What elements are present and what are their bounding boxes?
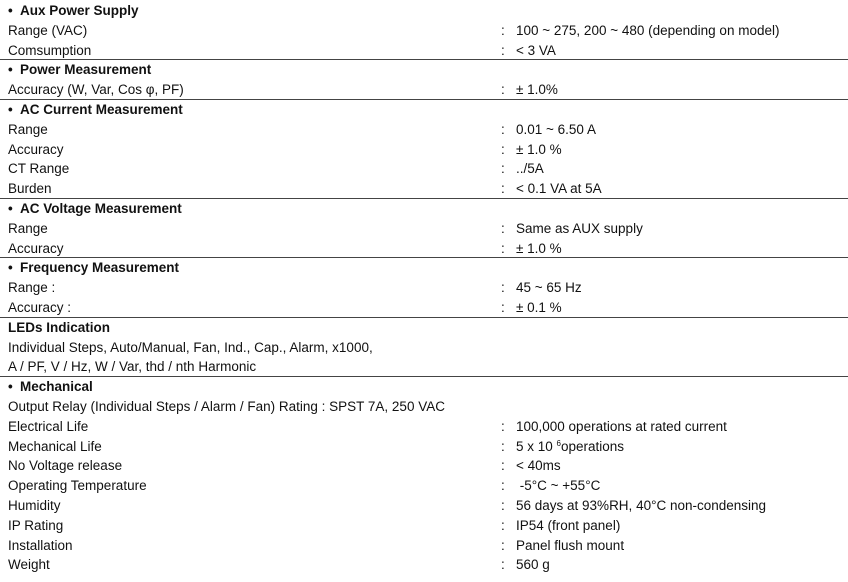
spec-row-power-accuracy [0, 80, 848, 100]
bullet-icon: • [8, 101, 13, 117]
bullet-icon: • [8, 3, 13, 18]
spec-label: Accuracy [8, 240, 64, 256]
spec-value: 100 ~ 275, 200 ~ 480 (depending on model) [516, 22, 780, 38]
spec-value: Panel flush mount [516, 537, 625, 553]
spec-value: ± 1.0 % [516, 141, 562, 157]
heading-text: Frequency Measurement [20, 260, 180, 276]
spec-label: Burden [8, 181, 52, 197]
spec-value: 0.01 ~ 6.50 A [516, 121, 596, 137]
spec-label: Installation [8, 537, 73, 553]
heading-text: Aux Power Supply [20, 3, 139, 18]
colon-separator: : [501, 517, 505, 533]
spec-value: ± 1.0 % [516, 240, 562, 256]
spec-label: IP Rating [8, 517, 64, 533]
bullet-icon: • [8, 200, 13, 216]
spec-value: < 40ms [516, 458, 561, 474]
spec-value: 560 g [516, 557, 550, 573]
spec-value: < 0.1 VA at 5A [516, 181, 602, 197]
heading-text: AC Voltage Measurement [20, 200, 182, 216]
leds-line [0, 338, 848, 358]
spec-row-ct-range [0, 159, 848, 179]
spec-row-no-voltage-release [0, 456, 848, 476]
spec-row-current-range [0, 120, 848, 140]
colon-separator: : [501, 458, 505, 474]
colon-separator: : [501, 121, 505, 137]
section-heading-mechanical [0, 377, 848, 397]
colon-separator: : [501, 240, 505, 256]
heading-text: Power Measurement [20, 62, 152, 78]
colon-separator: : [501, 181, 505, 197]
colon-separator: : [501, 438, 505, 454]
value-unit: operations [560, 438, 625, 454]
spec-value [516, 437, 624, 457]
spec-value: IP54 (front panel) [516, 517, 621, 533]
colon-separator: : [501, 141, 505, 157]
spec-label: Accuracy [8, 141, 64, 157]
spec-row-frequency-range [0, 278, 848, 298]
colon-separator: : [501, 497, 505, 513]
spec-label: Range [8, 220, 48, 236]
colon-separator: : [501, 22, 505, 38]
relay-rating-text: Output Relay (Individual Steps / Alarm / Fan) Rating : SPST 7A, 250 VAC [8, 398, 445, 414]
spec-value: ± 0.1 % [516, 299, 562, 315]
colon-separator: : [501, 418, 505, 434]
colon-separator: : [501, 478, 505, 494]
colon-separator: : [501, 557, 505, 573]
section-heading-aux-power-supply [0, 1, 848, 21]
spec-row-aux-range [0, 21, 848, 41]
spec-value: ± 1.0% [516, 82, 558, 98]
spec-label: Electrical Life [8, 418, 89, 434]
leds-text: A / PF, V / Hz, W / Var, thd / nth Harmonic [8, 359, 257, 375]
colon-separator: : [501, 42, 505, 58]
spec-value: 56 days at 93%RH, 40°C non-condensing [516, 497, 767, 513]
spec-row-current-accuracy [0, 140, 848, 160]
relay-rating-line [0, 397, 848, 417]
leds-line [0, 357, 848, 377]
spec-row-installation [0, 536, 848, 556]
colon-separator: : [501, 161, 505, 177]
section-heading-frequency [0, 258, 848, 278]
spec-row-electrical-life [0, 417, 848, 437]
spec-label: Accuracy (W, Var, Cos φ, PF) [8, 82, 184, 98]
spec-value: < 3 VA [516, 42, 556, 58]
heading-text: LEDs Indication [8, 319, 111, 335]
spec-value: 45 ~ 65 Hz [516, 280, 582, 296]
spec-label: CT Range [8, 161, 70, 177]
bullet-icon: • [8, 62, 13, 78]
spec-label: Weight [8, 557, 50, 573]
heading-text: AC Current Measurement [20, 101, 183, 117]
section-heading-power-measurement [0, 60, 848, 80]
spec-row-humidity [0, 496, 848, 516]
spec-row-burden [0, 179, 848, 199]
spec-label: Comsumption [8, 42, 92, 58]
bullet-icon: • [8, 260, 13, 276]
spec-label: No Voltage release [8, 458, 123, 474]
leds-text: Individual Steps, Auto/Manual, Fan, Ind., Cap., Alarm, x1000, [8, 339, 373, 355]
spec-label: Humidity [8, 497, 61, 513]
spec-value: ../5A [516, 161, 544, 177]
spec-row-weight [0, 555, 848, 575]
section-heading-leds-indication [0, 318, 848, 338]
spec-label: Range [8, 121, 48, 137]
value-base: 5 x 10 [516, 438, 557, 454]
colon-separator: : [501, 82, 505, 98]
section-heading-ac-voltage [0, 199, 848, 219]
spec-label: Operating Temperature [8, 478, 147, 494]
colon-separator: : [501, 220, 505, 236]
colon-separator: : [501, 280, 505, 296]
bullet-icon: • [8, 379, 13, 395]
spec-label: Mechanical Life [8, 438, 102, 454]
spec-row-voltage-accuracy [0, 239, 848, 259]
spec-row-operating-temperature [0, 476, 848, 496]
spec-label: Range (VAC) [8, 22, 88, 38]
spec-row-ip-rating [0, 516, 848, 536]
spec-value: 100,000 operations at rated current [516, 418, 727, 434]
spec-row-frequency-accuracy [0, 298, 848, 318]
colon-separator: : [501, 537, 505, 553]
spec-row-mechanical-life [0, 437, 848, 457]
spec-row-voltage-range [0, 219, 848, 239]
value-exponent: 6 [556, 438, 561, 448]
spec-row-aux-consumption [0, 41, 848, 61]
spec-value: Same as AUX supply [516, 220, 643, 236]
heading-text: Mechanical [20, 379, 93, 395]
spec-value: -5°C ~ +55°C [516, 478, 601, 494]
section-heading-ac-current [0, 100, 848, 120]
colon-separator: : [501, 299, 505, 315]
spec-label: Accuracy : [8, 299, 72, 315]
spec-label: Range : [8, 280, 56, 296]
